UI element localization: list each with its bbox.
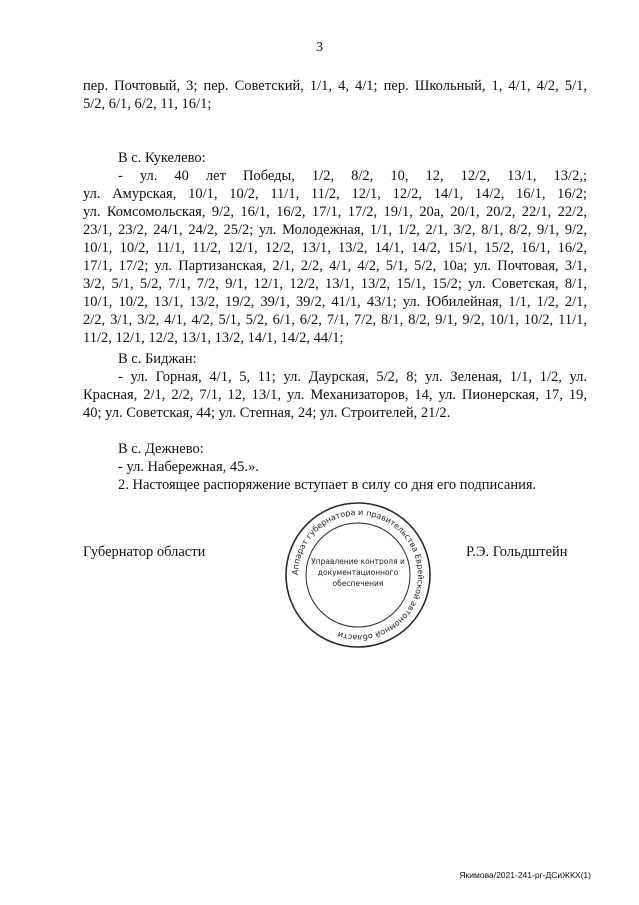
kukelevo-line: 17/1, 17/2; ул. Партизанская, 2/1, 2/2, 4/1, 4/2, 5/1, 5/2, 10а; ул. Почтовая, 3/1,: [83, 258, 587, 274]
continuation-line: пер. Почтовый, 3; пер. Советский, 1/1, 4, 4/1; пер. Школьный, 1, 4/1, 4/2, 5/1,: [83, 78, 587, 94]
stamp-center-line: документационного: [317, 568, 399, 577]
document-code: Якимова/2021-241-рг-ДСиЖКХ(1): [459, 870, 591, 880]
kukelevo-line: ул. Комсомольская, 9/2, 16/1, 16/2, 17/1, 17/2, 19/1, 20а, 20/1, 20/2, 22/1, 22/2,: [83, 204, 587, 220]
dezhnevo-line: - ул. Набережная, 45.».: [118, 459, 259, 475]
stamp-center-line: обеспечения: [332, 579, 384, 588]
kukelevo-line: 11/2, 12/1, 12/2, 13/1, 13/2, 14/1, 14/2, 44/1;: [83, 330, 344, 346]
continuation-line: 5/2, 6/1, 6/2, 11, 16/1;: [83, 96, 212, 112]
kukelevo-line: ул. Амурская, 10/1, 10/2, 11/1, 11/2, 12/1, 12/2, 14/1, 14/2, 16/1, 16/2;: [83, 186, 587, 202]
bidzhan-heading: В с. Биджан:: [118, 351, 197, 367]
kukelevo-line: - ул. 40 лет Победы, 1/2, 8/2, 10, 12, 12/2, 13/1, 13/2,;: [118, 168, 587, 184]
kukelevo-line: 10/1, 10/2, 11/1, 11/2, 12/1, 12/2, 13/1, 13/2, 14/1, 14/2, 15/1, 15/2, 16/1, 16/2,: [83, 240, 587, 256]
stamp-center-line: Управление контроля и: [311, 557, 405, 566]
stamp-ring-text: Аппарат губернатора и правительства Еврейской автономной области: [290, 507, 426, 643]
kukelevo-line: 10/1, 10/2, 13/1, 13/2, 19/2, 39/1, 39/2, 41/1, 43/1; ул. Юбилейная, 1/1, 1/2, 2/1,: [83, 294, 587, 310]
official-stamp: [283, 500, 433, 650]
kukelevo-line: 23/1, 23/2, 24/1, 24/2, 25/2; ул. Молодежная, 1/1, 1/2, 2/1, 3/2, 8/1, 8/2, 9/1, 9/2,: [83, 222, 587, 238]
dezhnevo-heading: В с. Дежнево:: [118, 441, 204, 457]
signatory-name: Р.Э. Гольдштейн: [466, 544, 568, 560]
signatory-position: Губернатор области: [83, 544, 206, 560]
effective-clause: 2. Настоящее распоряжение вступает в силу со дня его подписания.: [118, 477, 537, 493]
page-number: 3: [316, 40, 323, 55]
kukelevo-line: 2/2, 3/1, 3/2, 4/1, 4/2, 5/1, 5/2, 6/1, 6/2, 7/1, 7/2, 8/1, 8/2, 9/1, 9/2, 10/1, 10/2, 11/1,: [83, 312, 587, 328]
bidzhan-line: Красная, 2/1, 2/2, 7/1, 12, 13/1, ул. Механизаторов, 14, ул. Пионерская, 17, 19,: [83, 387, 587, 403]
bidzhan-line: - ул. Горная, 4/1, 5, 11; ул. Даурская, 5/2, 8; ул. Зеленая, 1/1, 1/2, ул.: [118, 369, 587, 385]
kukelevo-line: 3/2, 5/1, 5/2, 7/1, 7/2, 9/1, 12/1, 12/2, 13/1, 13/2, 15/1, 15/2; ул. Советская, 8/1,: [83, 276, 587, 292]
kukelevo-heading: В с. Кукелево:: [118, 150, 206, 166]
bidzhan-line: 40; ул. Советская, 44; ул. Степная, 24; ул. Строителей, 21/2.: [83, 405, 451, 421]
